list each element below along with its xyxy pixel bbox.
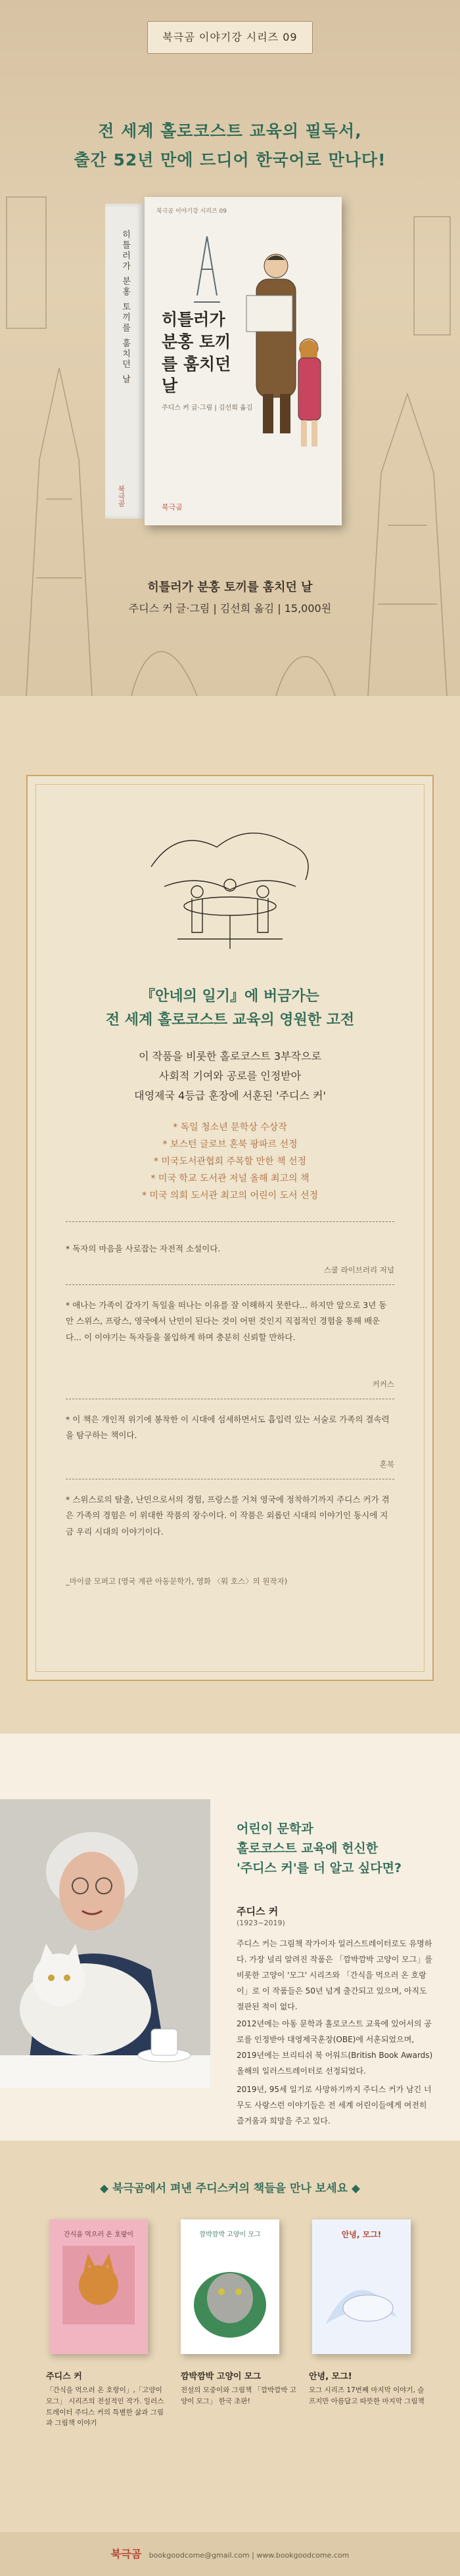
award-item: * 독일 청소년 문학상 수상작 [173,1122,287,1133]
author-question-3: '주디스 커'를 더 알고 싶다면? [237,1861,402,1875]
headline-line-1: 전 세계 홀로코스트 교육의 필독서, [98,121,362,141]
hero-section [0,0,460,696]
review-text: * 독자의 마음을 사로잡는 자전적 소설이다. [66,1244,221,1254]
book-3d-cover [105,197,342,525]
book-title: 안녕, 모그! [309,2372,352,2382]
review-source: 혼북 [379,1460,394,1469]
publisher-logo: 북극곰 [110,2548,142,2560]
review-text: * 스위스로의 탈출, 난민으로서의 경험, 프랑스를 거쳐 영국에 정착하기까지 주디스 커가 겪은 가족의 경험은 이 위대한 작품의 장수이다. 이 작품은 외롭던 시대의 이야기인 동시에 지금 우리 시대의 이야기이다. [66,1495,390,1537]
series-badge: 북극곰 이야기강 시리즈 09 [147,21,313,54]
author-question-1: 어린이 문학과 [237,1822,313,1836]
book-card-cover[interactable] [181,2219,279,2354]
cover-series-label: 북극곰 이야기강 시리즈 09 [156,208,227,215]
book-description: 전설의 모중이와 그림책 「깜박깜박 고양이 모그」 한국 초판! [181,2386,296,2405]
spine-publisher: 북극곰 [117,485,126,507]
book-description: 「간식을 먹으러 온 호랑이」,「고양이 모그」 시리즈의 전설적인 작가. 일러스트레이터 주디스 커의 특별한 삶과 그림과 그림책 이야기 [46,2386,164,2428]
footer-contact[interactable]: bookgoodcome@gmail.com | www.bookgoodcome.com [149,2551,350,2560]
book-cover-illustration [181,2219,279,2354]
book-cover-title: 깜박깜박 고양이 모그 [199,2231,261,2238]
book-title-caption: 히틀러가 분홍 토끼를 훔치던 날 [147,580,313,594]
intro-line-1: 『안네의 일기』에 버금가는 [141,988,319,1005]
review-text: * 이 책은 개인적 위기에 봉착한 이 시대에 섬세하면서도 흡입력 있는 서술로 가족의 결속력을 탐구하는 책이다. [66,1414,390,1441]
intro-desc-3: 대영제국 4등급 훈장에 서훈된 '주디스 커' [134,1089,326,1102]
corner-ornament-right [406,775,434,802]
cover-title: 히틀러가 분홍 토끼를 훔치던 날 [162,310,231,396]
book-cover-title: 간식을 먹으러 온 호랑이 [63,2231,134,2238]
books-section-title: ◆ 북극곰에서 펴낸 주디스커의 책들을 만나 보세요 ◆ [99,2182,361,2195]
footer [0,2532,460,2576]
cafe-vignette-illustration [138,808,322,959]
review-source: 스쿨 라이브러리 저널 [323,1265,394,1275]
award-item: * 미국 학교 도서관 저널 올해 최고의 책 [150,1173,310,1184]
review-source: 커커스 [372,1380,394,1389]
review-source: _마이클 모퍼고 (영국 계관 아동문학가, 영화 〈워 호스〉의 원작자) [66,1577,288,1586]
book-meta-caption: 주디스 커 글·그림 | 김선희 옮김 | 15,000원 [128,602,332,615]
book-title: 깜박깜박 고양이 모그 [181,2372,262,2382]
author-years: (1923~2019) [237,1919,285,1927]
book-cover-title: 안녕, 모그! [341,2230,382,2239]
author-with-cat-photo [0,1799,210,2088]
book-front-cover [145,197,342,525]
award-item: * 보스턴 글로브 혼북 팡파르 선정 [162,1139,298,1150]
divider-line [66,1284,394,1285]
corner-ornament-left [26,775,54,802]
author-bio-paragraph: 2012년에는 아동 문학과 홀로코스트 교육에 있어서의 공로를 인정받아 대영제국훈장(OBE)에 서훈되었으며, 2019년에는 브리티쉬 북 어워드(British Book Awards) 올해의 일러스트레이터로 선정되었다. [237,2019,433,2076]
headline-line-2: 출간 52년 만에 드디어 한국어로 만나다! [74,150,386,169]
award-item: * 미국도서관협회 주목할 만한 책 선정 [153,1156,307,1167]
book-description: 모그 시리즈 17번째 마지막 이야기, 슬프지만 아름답고 따뜻한 마지막 그림책 [309,2386,425,2405]
author-bio-paragraph: 주디스 커는 그림책 작가이자 일러스트레이터로도 유명하다. 가장 널리 알려진 작품은 「깜박깜박 고양이 모그」를 비롯한 고양이 '모그' 시리즈와 「간식을 먹으러 온 호랑이」로 이 작품들은 50년 넘게 출간되고 있으며, 아직도 절판된 적이 없다. [237,1939,432,2011]
author-bio-paragraph: 2019년, 95세 일기로 사망하기까지 주디스 커가 남긴 너무도 사랑스런 이야기들은 전 세계 어린이들에게 여전히 즐거움과 희망을 주고 있다. [237,2085,432,2126]
book-card-cover[interactable] [312,2219,411,2354]
author-photo [0,1799,210,2088]
intro-desc-1: 이 작품을 비롯한 홀로코스트 3부작으로 [139,1050,321,1062]
cover-credit: 주디스 커 글·그림 | 김선희 옮김 [162,404,253,412]
author-question-2: 홀로코스트 교육에 헌신한 [237,1841,379,1856]
book-cover-illustration [49,2219,148,2354]
cover-publisher: 북극곰 [162,503,183,512]
intro-line-2: 전 세계 홀로코스트 교육의 영원한 고전 [105,1012,355,1028]
award-item: * 미국 의회 도서관 최고의 어린이 도서 선정 [141,1190,319,1201]
divider-line [66,1221,394,1222]
book-title: 주디스 커 [46,2372,82,2382]
author-name: 주디스 커 [237,1906,279,1917]
book-card-cover[interactable] [49,2219,148,2354]
review-text: * 애나는 가족이 갑자기 독일을 떠나는 이유를 잘 이해하지 못한다... 하지만 앞으로 3년 동안 스위스, 프랑스, 영국에서 난민이 된다는 것이 어떤 것인지 직접적인 경험을 통해 배운다... 이 이야기는 독자들을 몰입하게 하며 충분히 신뢰할 만하다. [66,1300,387,1342]
spine-title: 히틀러가 분홍 토끼를 훔치던 날 [120,230,130,385]
intro-desc-2: 사회적 기여와 공로를 인정받아 [158,1070,302,1082]
book-spine [105,204,145,519]
